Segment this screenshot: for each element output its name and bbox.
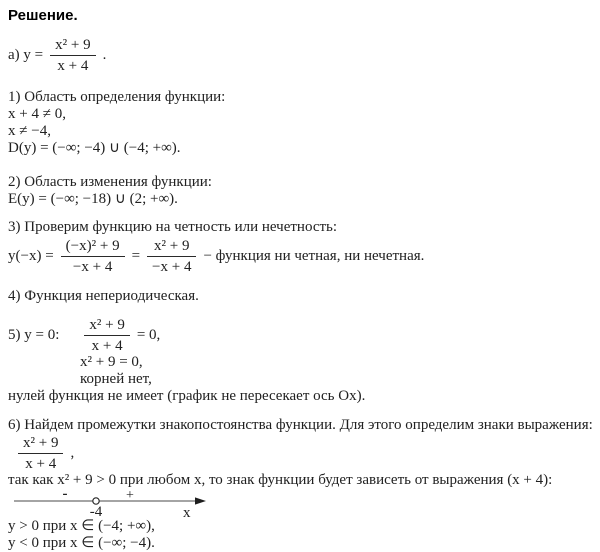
section-3-lhs: y(−x) =: [8, 248, 54, 264]
fraction-a-denominator: x + 4: [57, 58, 89, 74]
section-4-periodicity: [8, 288, 592, 305]
formula-a-suffix: .: [102, 47, 107, 63]
fraction-parity-1-numerator: (−x)² + 9: [61, 238, 125, 257]
minus-region-label: -: [62, 490, 68, 502]
number-line-arrowhead: [195, 497, 206, 504]
section-1-domain: [8, 89, 592, 157]
fraction-parity-2: [147, 238, 196, 275]
section-1-heading: 1) Область определения функции:: [8, 89, 226, 105]
formula-a-prefix: а) y =: [8, 47, 44, 63]
fraction-a-numerator: x² + 9: [50, 37, 95, 56]
fraction-parity-2-denominator: −x + 4: [152, 259, 192, 275]
section-4-heading: 4) Функция непериодическая.: [8, 288, 199, 304]
section-6-sign-intervals: [8, 417, 592, 552]
fraction-sign-numerator: x² + 9: [18, 435, 63, 454]
section-2-range: [8, 174, 592, 208]
section-5-zeros: [8, 317, 592, 405]
section-3-conclusion: − функция ни четная, ни нечетная.: [203, 248, 425, 264]
page-title: Решение.: [8, 7, 78, 24]
fraction-parity-1-denominator: −x + 4: [72, 259, 113, 275]
section-5-line-2: x² + 9 = 0,: [80, 354, 143, 370]
section-5-prefix: 5) y = 0:: [8, 327, 60, 343]
fraction-sign-denominator: x + 4: [25, 456, 57, 472]
section-5-line-3: корней нет,: [80, 371, 152, 387]
section-6-line-4: y < 0 при x ∈ (−∞; −4).: [8, 535, 155, 551]
section-1-line-2: x ≠ −4,: [8, 123, 51, 139]
fraction-zeros-denominator: x + 4: [91, 338, 123, 354]
section-3-equals: =: [131, 248, 141, 264]
section-1-line-1: x + 4 ≠ 0,: [8, 106, 66, 122]
section-2-line-1: E(y) = (−∞; −18) ∪ (2; +∞).: [8, 191, 178, 207]
formula-a: [8, 37, 592, 74]
section-2-heading: 2) Область изменения функции:: [8, 174, 212, 190]
section-1-line-3: D(y) = (−∞; −4) ∪ (−4; +∞).: [8, 140, 181, 156]
section-6-formula-suffix: ,: [70, 445, 75, 461]
plus-region-label: +: [126, 490, 134, 503]
fraction-zeros: [84, 317, 129, 354]
fraction-a: [50, 37, 95, 74]
section-3-parity: [8, 219, 592, 275]
section-6-line-3: y > 0 при x ∈ (−4; +∞),: [8, 518, 155, 534]
section-6-heading: 6) Найдем промежутки знакопостоянства функции. Для этого определим знаки выражения:: [8, 417, 593, 433]
solution-document: [8, 7, 592, 552]
section-3-heading: 3) Проверим функцию на четность или нечетность:: [8, 219, 338, 235]
sign-number-line-diagram: [10, 490, 220, 518]
fraction-sign: [18, 435, 63, 472]
section-5-formula: [8, 317, 592, 354]
fraction-parity-1: [61, 238, 125, 275]
tick-label-minus-4: -4: [89, 504, 103, 518]
section-3-formula: [8, 238, 592, 275]
fraction-zeros-numerator: x² + 9: [84, 317, 129, 336]
section-5-line-4: нулей функция не имеет (график не пересекает ось Ox).: [8, 388, 366, 404]
fraction-parity-2-numerator: x² + 9: [147, 238, 196, 257]
section-5-rhs: = 0,: [136, 327, 161, 343]
axis-label-x: x: [183, 505, 191, 518]
section-6-formula: [18, 435, 592, 472]
section-6-line-2: так как x² + 9 > 0 при любом x, то знак функции будет зависеть от выражения (x + 4):: [8, 472, 553, 488]
